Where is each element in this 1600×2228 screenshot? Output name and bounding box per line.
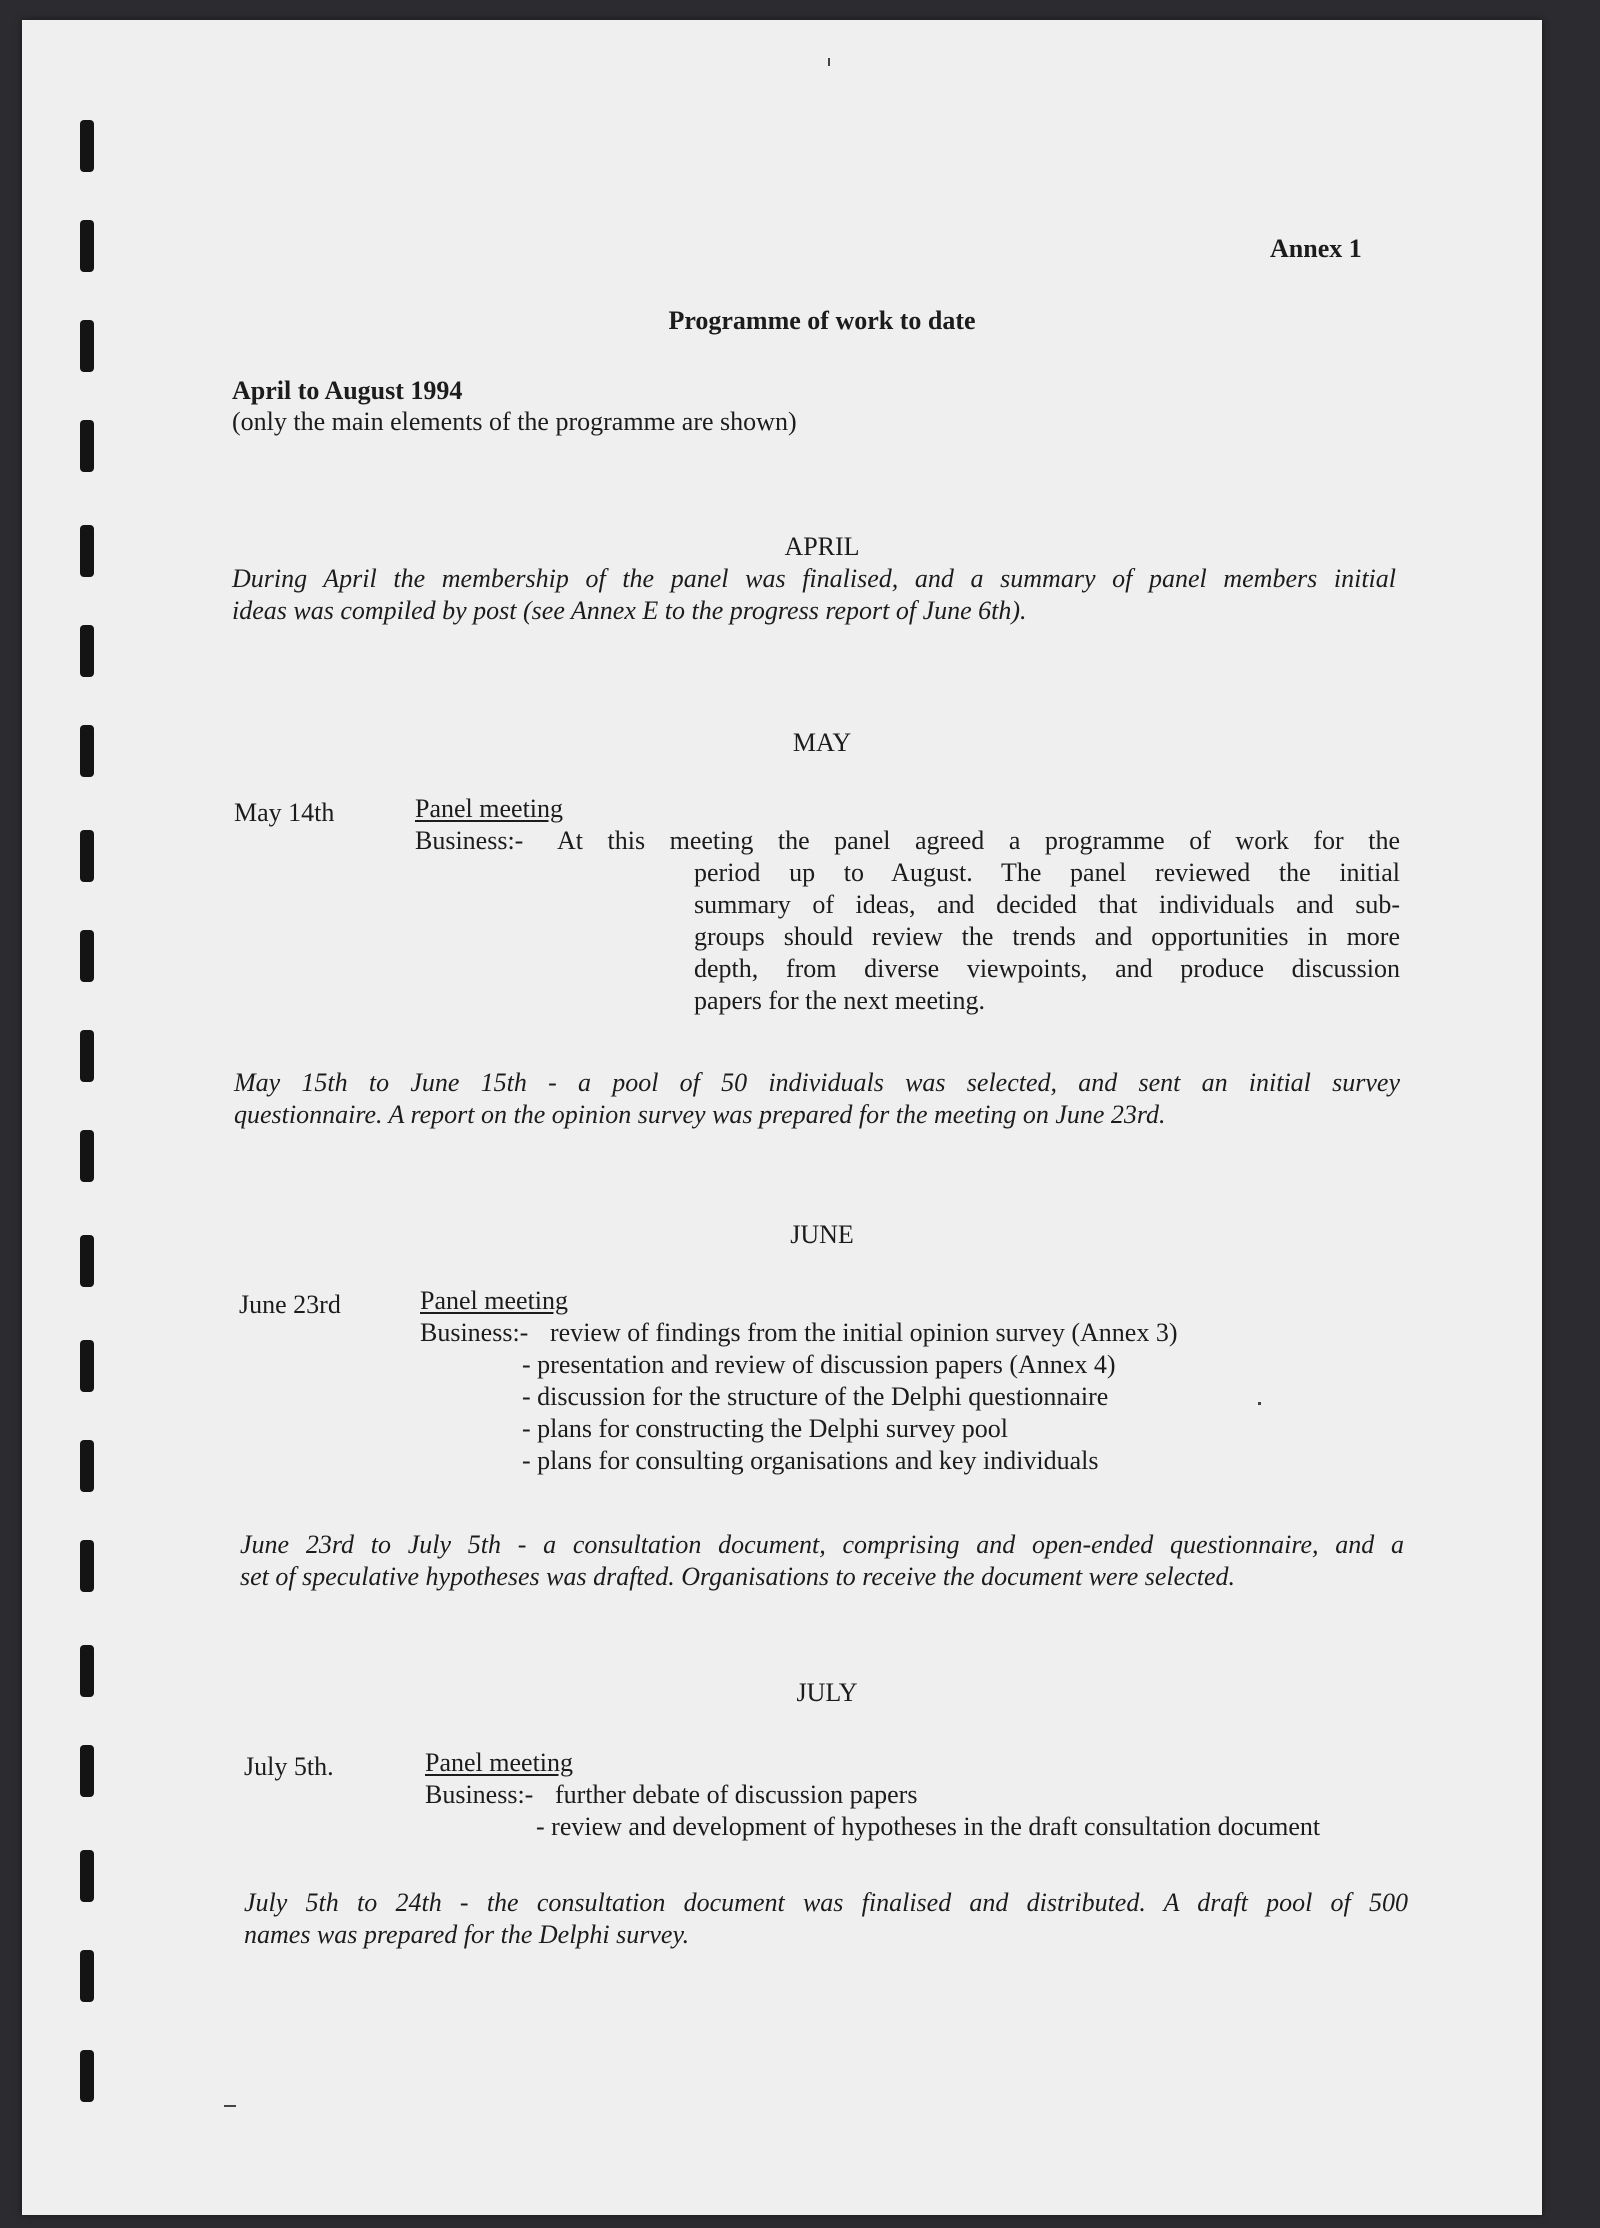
may-heading: MAY [792, 728, 852, 757]
april-heading: APRIL [784, 532, 860, 561]
stray-mark [828, 58, 830, 66]
july-item-2: - review and development of hypotheses in the draft consultation document [536, 1812, 1321, 1841]
may-business-line-6: papers for the next meeting. [694, 986, 985, 1015]
page-title: Programme of work to date [668, 306, 976, 335]
june-item-2: - presentation and review of discussion papers (Annex 4) [522, 1350, 1116, 1379]
june-item-4: - plans for constructing the Delphi survey pool [522, 1414, 1008, 1443]
period-note: (only the main elements of the programme are shown) [232, 407, 797, 436]
stray-mark [224, 2105, 236, 2107]
may-note-line-1: May 15th to June 15th - a pool of 50 individuals was selected, and sent an initial survey [234, 1068, 1400, 1097]
july-item-1: further debate of discussion papers [555, 1780, 918, 1809]
june-note-line-2: set of speculative hypotheses was drafted. Organisations to receive the document were selected. [240, 1562, 1235, 1591]
annex-label: Annex 1 [1270, 234, 1362, 263]
july-date: July 5th. [244, 1752, 334, 1781]
stray-mark [1258, 1402, 1261, 1405]
may-business-label: Business:- [415, 826, 524, 855]
july-business-label: Business:- [425, 1780, 534, 1809]
july-note-line-2: names was prepared for the Delphi survey. [244, 1920, 690, 1949]
period-heading: April to August 1994 [232, 376, 463, 405]
may-business-line-3: summary of ideas, and decided that individuals and sub- [694, 890, 1400, 919]
june-event: Panel meeting [420, 1286, 569, 1315]
june-note-line-1: June 23rd to July 5th - a consultation document, comprising and open-ended questionnaire, and a [240, 1530, 1404, 1559]
june-date: June 23rd [239, 1290, 341, 1319]
june-heading: JUNE [790, 1220, 854, 1249]
april-text-line-1: During April the membership of the panel was finalised, and a summary of panel members initial [232, 564, 1396, 593]
may-date: May 14th [234, 798, 335, 827]
may-note-line-2: questionnaire. A report on the opinion survey was prepared for the meeting on June 23rd. [234, 1100, 1166, 1129]
july-heading: JULY [796, 1678, 858, 1707]
may-event: Panel meeting [415, 794, 564, 823]
june-business-label: Business:- [420, 1318, 529, 1347]
june-item-3: - discussion for the structure of the Delphi questionnaire [522, 1382, 1109, 1411]
may-business-line-2: period up to August. The panel reviewed the initial [694, 858, 1400, 887]
document-page [22, 20, 1542, 2215]
may-business-line-1: At this meeting the panel agreed a programme of work for the [557, 826, 1400, 855]
june-item-5: - plans for consulting organisations and key individuals [522, 1446, 1099, 1475]
june-item-1: review of findings from the initial opinion survey (Annex 3) [550, 1318, 1178, 1347]
may-business-line-5: depth, from diverse viewpoints, and produce discussion [694, 954, 1400, 983]
july-event: Panel meeting [425, 1748, 574, 1777]
ring-binding-holes [62, 20, 102, 2215]
april-text-line-2: ideas was compiled by post (see Annex E to the progress report of June 6th). [232, 596, 1027, 625]
july-note-line-1: July 5th to 24th - the consultation document was finalised and distributed. A draft pool of 500 [244, 1888, 1408, 1917]
may-business-line-4: groups should review the trends and opportunities in more [694, 922, 1400, 951]
